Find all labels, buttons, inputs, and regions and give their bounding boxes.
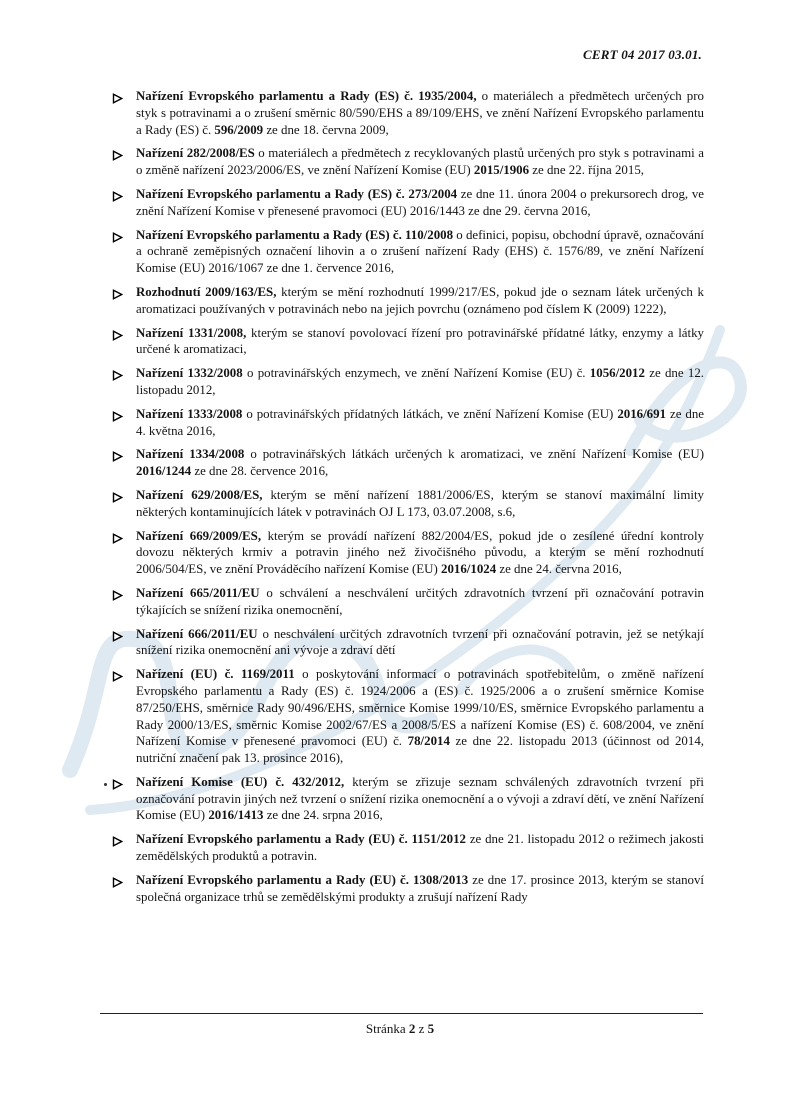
list-item [112,831,704,865]
arrowhead-right-icon [112,284,136,318]
list-item-text: Nařízení Evropského parlamentu a Rady (ES) č. 110/2008 o definici, popisu, obchodní úpravě, označování a ochraně zeměpisných označení lihovin a o zrušení nařízení Rady (EHS) č. 1576/89, ve znění Nařízení Komise (EU) 2016/1067 ze dne 1. července 2016, [136,227,704,276]
list-item [112,774,704,824]
arrowhead-right-icon [112,666,136,767]
list-item-text: Nařízení 1332/2008 o potravinářských enzymech, ve znění Nařízení Komise (EU) č. 1056/2012 ze dne 12. listopadu 2012, [136,366,704,397]
document-reference: CERT 04 2017 03.01. [582,47,702,62]
arrowhead-right-icon [112,585,136,619]
list-item-text: Nařízení 1331/2008, kterým se stanoví povolovací řízení pro potravinářské přídatné látky, enzymy a látky určené k aromatizaci, [136,325,704,357]
list-item [112,626,704,660]
list-item [112,227,704,277]
list-item-text: Nařízení 665/2011/EU o schválení a neschválení určitých zdravotních tvrzení při označování potravin týkajících se snížení rizika onemocnění, [136,585,705,617]
arrowhead-right-icon [112,145,136,179]
list-item [112,487,704,521]
arrowhead-right-icon [112,626,136,660]
list-item-text: Nařízení Komise (EU) č. 432/2012, kterým se zřizuje seznam schválených zdravotních tvrzení při označování potravin jiných než tvrzení o snížení rizika onemocnění a o vývoji a zdraví dětí, ve znění Nařízení Komise (EU) 2016/1413 ze dne 24. srpna 2016, [136,774,704,823]
arrowhead-right-icon [112,88,136,138]
list-item-text: Nařízení Evropského parlamentu a Rady (EU) č. 1308/2013 ze dne 17. prosince 2013, kterým se stanoví společná organizace trhů se zemědělskými produkty a zrušují nařízení Rady [136,872,704,904]
list-item [112,186,704,220]
list-item-text: Nařízení Evropského parlamentu a Rady (ES) č. 273/2004 ze dne 11. února 2004 o prekursorech drog, ve znění Nařízení Komise v přenesené pravomoci (EU) 2016/1443 ze dne 29. června 2016, [136,186,704,218]
list-item [112,365,704,399]
list-item [112,88,704,138]
arrowhead-right-icon [112,186,136,220]
arrowhead-right-icon [112,227,136,277]
footer-divider [100,1013,703,1014]
arrowhead-right-icon [112,365,136,399]
list-item-text: Nařízení Evropského parlamentu a Rady (EU) č. 1151/2012 ze dne 21. listopadu 2012 o režimech jakosti zemědělských produktů a potravin. [136,832,704,864]
list-item [112,872,704,906]
list-item [112,666,704,767]
list-item [112,446,704,480]
arrowhead-right-icon [112,487,136,521]
list-item [112,585,704,619]
page-footer [0,1021,800,1037]
list-item [112,528,704,578]
arrowhead-right-icon [112,831,136,865]
footer-label: Stránka [365,1021,409,1036]
list-item-text: Nařízení 666/2011/EU o neschválení určitých zdravotních tvrzení při označování potravin, jež se netýkají snížení rizika onemocnění ani vývoje a zdraví dětí [136,626,705,658]
arrowhead-right-icon [112,406,136,440]
list-item [112,406,704,440]
list-item-text: Nařízení 282/2008/ES o materiálech a předmětech z recyklovaných plastů určených pro styk s potravinami a o změně nařízení 2023/2006/ES, ve znění Nařízení Komise (EU) 2015/1906 ze dne 22. října 2015, [136,146,704,178]
list-item-text: Nařízení 1334/2008 o potravinářských látkách určených k aromatizaci, ve znění Nařízení Komise (EU) 2016/1244 ze dne 28. července 2016, [136,447,704,479]
regulation-list [112,88,704,912]
list-item-text: Nařízení 669/2009/ES, kterým se provádí nařízení 882/2004/ES, pokud jde o zesílené úřední kontroly dovozu některých krmiv a potravin jiného než živočišného původu, a kterým se mění rozhodnutí 2006/504/ES, ve znění Prováděcího nařízení Komise (EU) 2016/1024 ze dne 24. června 2016, [136,528,704,577]
list-item-text: Nařízení 629/2008/ES, kterým se mění nařízení 1881/2006/ES, kterým se stanoví maximální limity některých kontaminujících látek v potravinách OJ L 173, 03.07.2008, s.6, [136,487,704,519]
arrowhead-right-icon [112,774,136,824]
list-item-text: Rozhodnutí 2009/163/ES, kterým se mění rozhodnutí 1999/217/ES, pokud jde o seznam látek určených k aromatizaci používaných v potravinách nebo na jejich povrchu (oznámeno pod číslem K (2009) 1222), [136,284,704,316]
footer-total-pages: 5 [427,1021,435,1036]
scan-artifact-dot [104,783,107,786]
footer-page-number: 2 [408,1021,416,1036]
arrowhead-right-icon [112,872,136,906]
arrowhead-right-icon [112,528,136,578]
arrowhead-right-icon [112,325,136,359]
arrowhead-right-icon [112,446,136,480]
list-item [112,284,704,318]
list-item-text: Nařízení 1333/2008 o potravinářských přídatných látkách, ve znění Nařízení Komise (EU) 2016/691 ze dne 4. května 2016, [136,406,704,438]
footer-of-label: z [415,1021,428,1036]
list-item [112,145,704,179]
list-item-text: Nařízení Evropského parlamentu a Rady (ES) č. 1935/2004, o materiálech a předmětech určených pro styk s potravinami a o zrušení směrnic 80/590/EHS a 89/109/EHS, ve znění Nařízení Evropského parlamentu a Rady (ES) č. 596/2009 ze dne 18. června 2009, [136,89,704,137]
list-item-text: Nařízení (EU) č. 1169/2011 o poskytování informací o potravinách spotřebitelům, o změně nařízení Evropského parlamentu a Rady (ES) č. 1924/2006 a (ES) č. 1925/2006 a o zrušení směrnice Komise 87/250/EHS, směrnice Rady 90/496/EHS, směrnice Komise 1999/10/ES, směrnice Evropského parlamentu a Rady 2000/13/ES, směrnic Komise 2002/67/ES a 2008/5/ES a nařízení Komise (ES) č. 608/2004, ve znění Nařízení Komise v přenesené pravomoci (EU) č. 78/2014 ze dne 22. listopadu 2013 (účinnost od 2014, nutriční značení pak 13. prosince 2016), [136,667,704,766]
list-item [112,325,704,359]
